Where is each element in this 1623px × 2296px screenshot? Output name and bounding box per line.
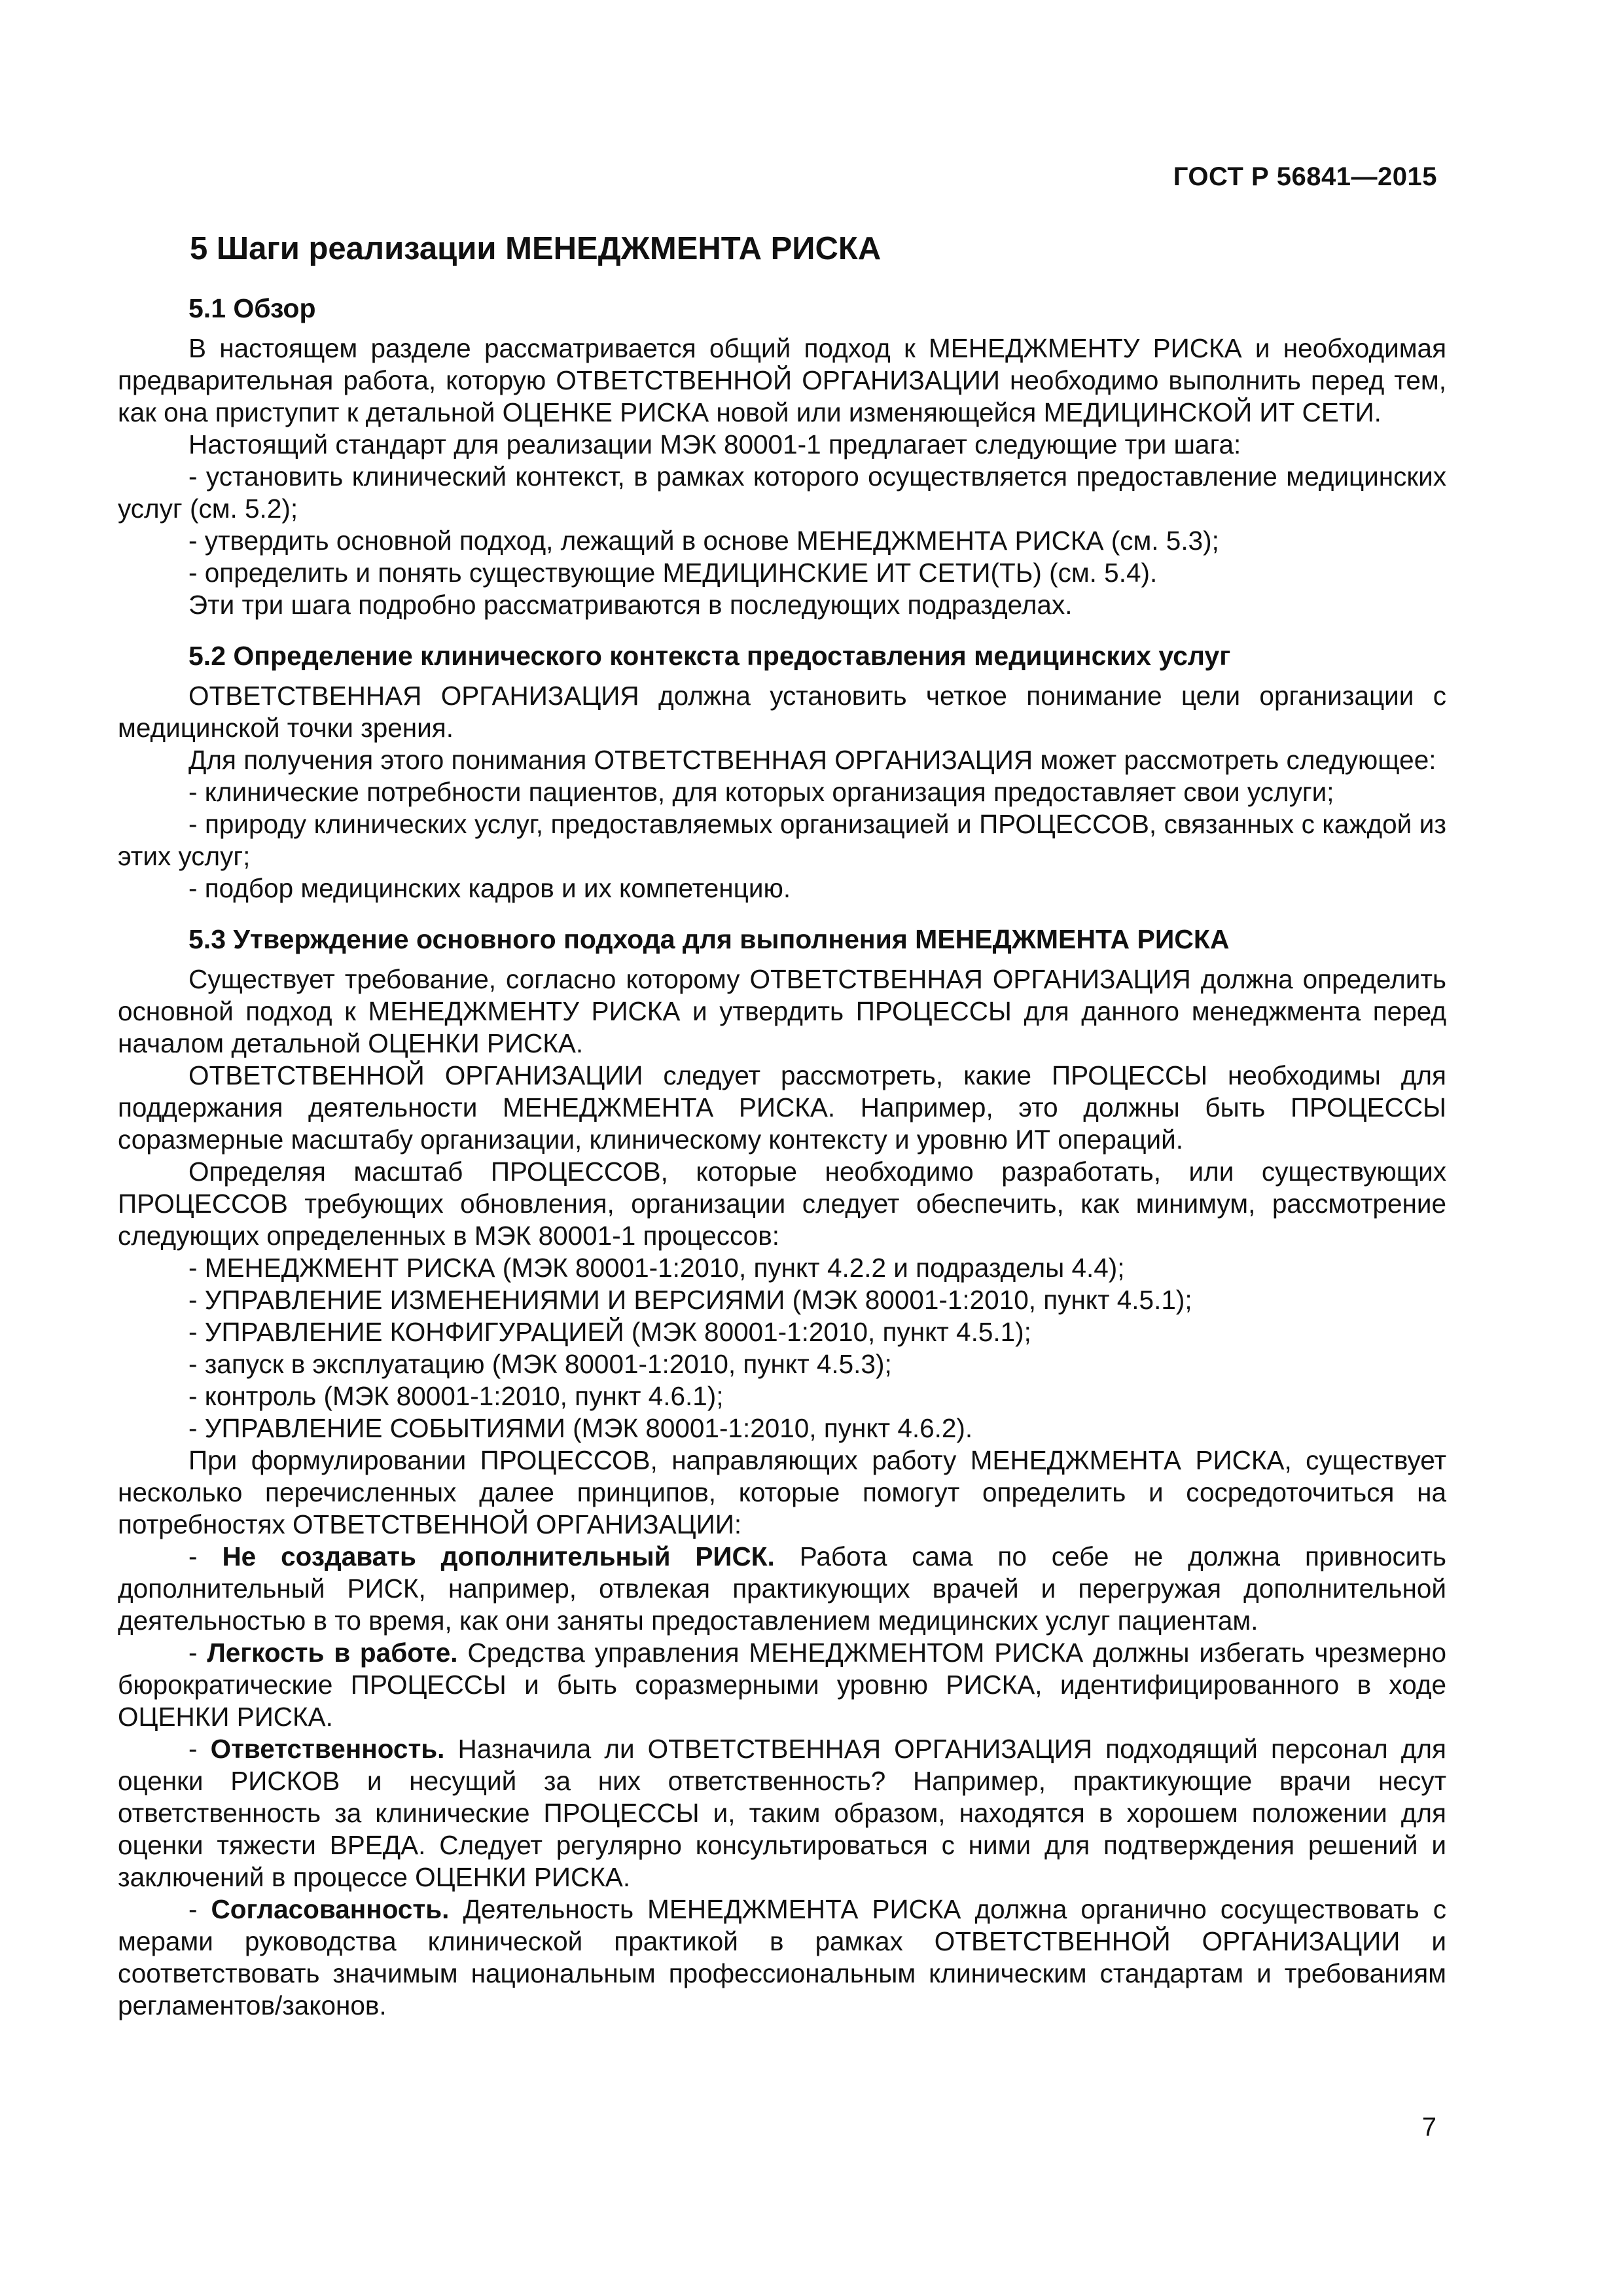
principle-text: Деятельность МЕНЕДЖМЕНТА РИСКА должна органично сосуществовать с мерами руководства клинической практикой в рамках ОТВЕТСТВЕННОЙ ОРГАНИЗАЦИИ и соответствовать значимым национальным профессиональным клиническим стандартам и требованиям регламентов/законов. — [118, 1894, 1446, 2020]
principle-text: Назначила ли ОТВЕТСТВЕННАЯ ОРГАНИЗАЦИЯ подходящий персонал для оценки РИСКОВ и несущий за них ответственность? Например, практикующие врачи несут ответственность за клинические ПРОЦЕССЫ и, таким образом, находятся в хорошем положении для оценки тяжести ВРЕДА. Следует регулярно консультироваться с ними для подтверждения решений и заключений в процессе ОЦЕНКИ РИСКА. — [118, 1734, 1446, 1892]
list-item: - клинические потребности пациентов, для которых организация предоставляет свои услуги; — [188, 777, 1334, 807]
principle-text: Работа сама по себе не должна привносить дополнительный РИСК, например, отвлекая практикующих врачей и перегружая дополнительной деятельностью в то время, как они заняты предоставлением медицинских услуг пациентам. — [118, 1541, 1446, 1636]
principle-term: Ответственность. — [210, 1734, 445, 1764]
principle-term: Не создавать дополнительный РИСК. — [222, 1541, 775, 1571]
principle-prefix: - — [188, 1541, 223, 1571]
principle-term: Согласованность. — [211, 1894, 450, 1924]
principle-item — [118, 1637, 1446, 1733]
paragraph: Определяя масштаб ПРОЦЕССОВ, которые необходимо разработать, или существующих ПРОЦЕССОВ требующих обновления, организации следует обеспечить, как минимум, рассмотрение следующих определенных в МЭК 80001-1 процессов: — [118, 1157, 1446, 1251]
principle-item — [118, 1893, 1446, 2022]
list-item: - УПРАВЛЕНИЕ ИЗМЕНЕНИЯМИ И ВЕРСИЯМИ (МЭК 80001-1:2010, пункт 4.5.1); — [188, 1285, 1192, 1315]
page-content — [118, 229, 1446, 2022]
list-item: - природу клинических услуг, предоставляемых организацией и ПРОЦЕССОВ, связанных с каждой из этих услуг; — [118, 809, 1446, 871]
document-id: ГОСТ Р 56841—2015 — [1173, 162, 1437, 191]
paragraph: Настоящий стандарт для реализации МЭК 80001-1 предлагает следующие три шага: — [188, 429, 1241, 459]
principle-item — [118, 1733, 1446, 1893]
list-item: - УПРАВЛЕНИЕ СОБЫТИЯМИ (МЭК 80001-1:2010, пункт 4.6.2). — [188, 1413, 973, 1443]
section-title: 5 Шаги реализации МЕНЕДЖМЕНТА РИСКА — [190, 231, 882, 266]
principle-item — [118, 1541, 1446, 1637]
principle-prefix: - — [188, 1638, 207, 1668]
principle-prefix: - — [188, 1734, 211, 1764]
subsection-5-2-title: 5.2 Определение клинического контекста предоставления медицинских услуг — [188, 641, 1231, 671]
principle-term: Легкость в работе. — [207, 1638, 458, 1668]
paragraph: При формулировании ПРОЦЕССОВ, направляющих работу МЕНЕДЖМЕНТА РИСКА, существует несколько перечисленных далее принципов, которые помогут определить и сосредоточиться на потребностях ОТВЕТСТВЕННОЙ ОРГАНИЗАЦИИ: — [118, 1445, 1446, 1539]
list-item: - УПРАВЛЕНИЕ КОНФИГУРАЦИЕЙ (МЭК 80001-1:2010, пункт 4.5.1); — [188, 1317, 1031, 1347]
page-number: 7 — [1421, 2113, 1436, 2142]
list-item: - подбор медицинских кадров и их компетенцию. — [188, 873, 791, 903]
principle-prefix: - — [188, 1894, 211, 1924]
subsection-5-3-title: 5.3 Утверждение основного подхода для выполнения МЕНЕДЖМЕНТА РИСКА — [188, 924, 1230, 954]
paragraph: В настоящем разделе рассматривается общий подход к МЕНЕДЖМЕНТУ РИСКА и необходимая предварительная работа, которую ОТВЕТСТВЕННОЙ ОРГАНИЗАЦИИ необходимо выполнить перед тем, как она приступит к детальной ОЦЕНКЕ РИСКА новой или изменяющейся МЕДИЦИНСКОЙ ИТ СЕТИ. — [118, 333, 1446, 427]
list-item: - запуск в эксплуатацию (МЭК 80001-1:2010, пункт 4.5.3); — [188, 1349, 892, 1379]
list-item: - утвердить основной подход, лежащий в основе МЕНЕДЖМЕНТА РИСКА (см. 5.3); — [188, 526, 1219, 556]
paragraph: ОТВЕТСТВЕННОЙ ОРГАНИЗАЦИИ следует рассмотреть, какие ПРОЦЕССЫ необходимы для поддержания деятельности МЕНЕДЖМЕНТА РИСКА. Например, это должны быть ПРОЦЕССЫ соразмерные масштабу организации, клиническому контексту и уровню ИТ операций. — [118, 1060, 1446, 1155]
list-item: - установить клинический контекст, в рамках которого осуществляется предоставление медицинских услуг (см. 5.2); — [118, 461, 1446, 524]
subsection-5-1-title: 5.1 Обзор — [188, 293, 316, 323]
paragraph: ОТВЕТСТВЕННАЯ ОРГАНИЗАЦИЯ должна установить четкое понимание цели организации с медицинской точки зрения. — [118, 681, 1446, 743]
principle-text: Средства управления МЕНЕДЖМЕНТОМ РИСКА должны избегать чрезмерно бюрократические ПРОЦЕССЫ и быть соразмерными уровню РИСКА, идентифицированного в ходе ОЦЕНКИ РИСКА. — [118, 1638, 1446, 1732]
list-item: - контроль (МЭК 80001-1:2010, пункт 4.6.1); — [188, 1381, 724, 1411]
list-item: - МЕНЕДЖМЕНТ РИСКА (МЭК 80001-1:2010, пункт 4.2.2 и подразделы 4.4); — [188, 1253, 1125, 1283]
list-item: - определить и понять существующие МЕДИЦИНСКИЕ ИТ СЕТИ(ТЬ) (см. 5.4). — [188, 558, 1158, 588]
paragraph: Существует требование, согласно которому ОТВЕТСТВЕННАЯ ОРГАНИЗАЦИЯ должна определить основной подход к МЕНЕДЖМЕНТУ РИСКА и утвердить ПРОЦЕССЫ для данного менеджмента перед началом детальной ОЦЕНКИ РИСКА. — [118, 964, 1446, 1058]
paragraph: Для получения этого понимания ОТВЕТСТВЕННАЯ ОРГАНИЗАЦИЯ может рассмотреть следующее: — [188, 745, 1436, 775]
paragraph: Эти три шага подробно рассматриваются в последующих подразделах. — [188, 590, 1073, 620]
